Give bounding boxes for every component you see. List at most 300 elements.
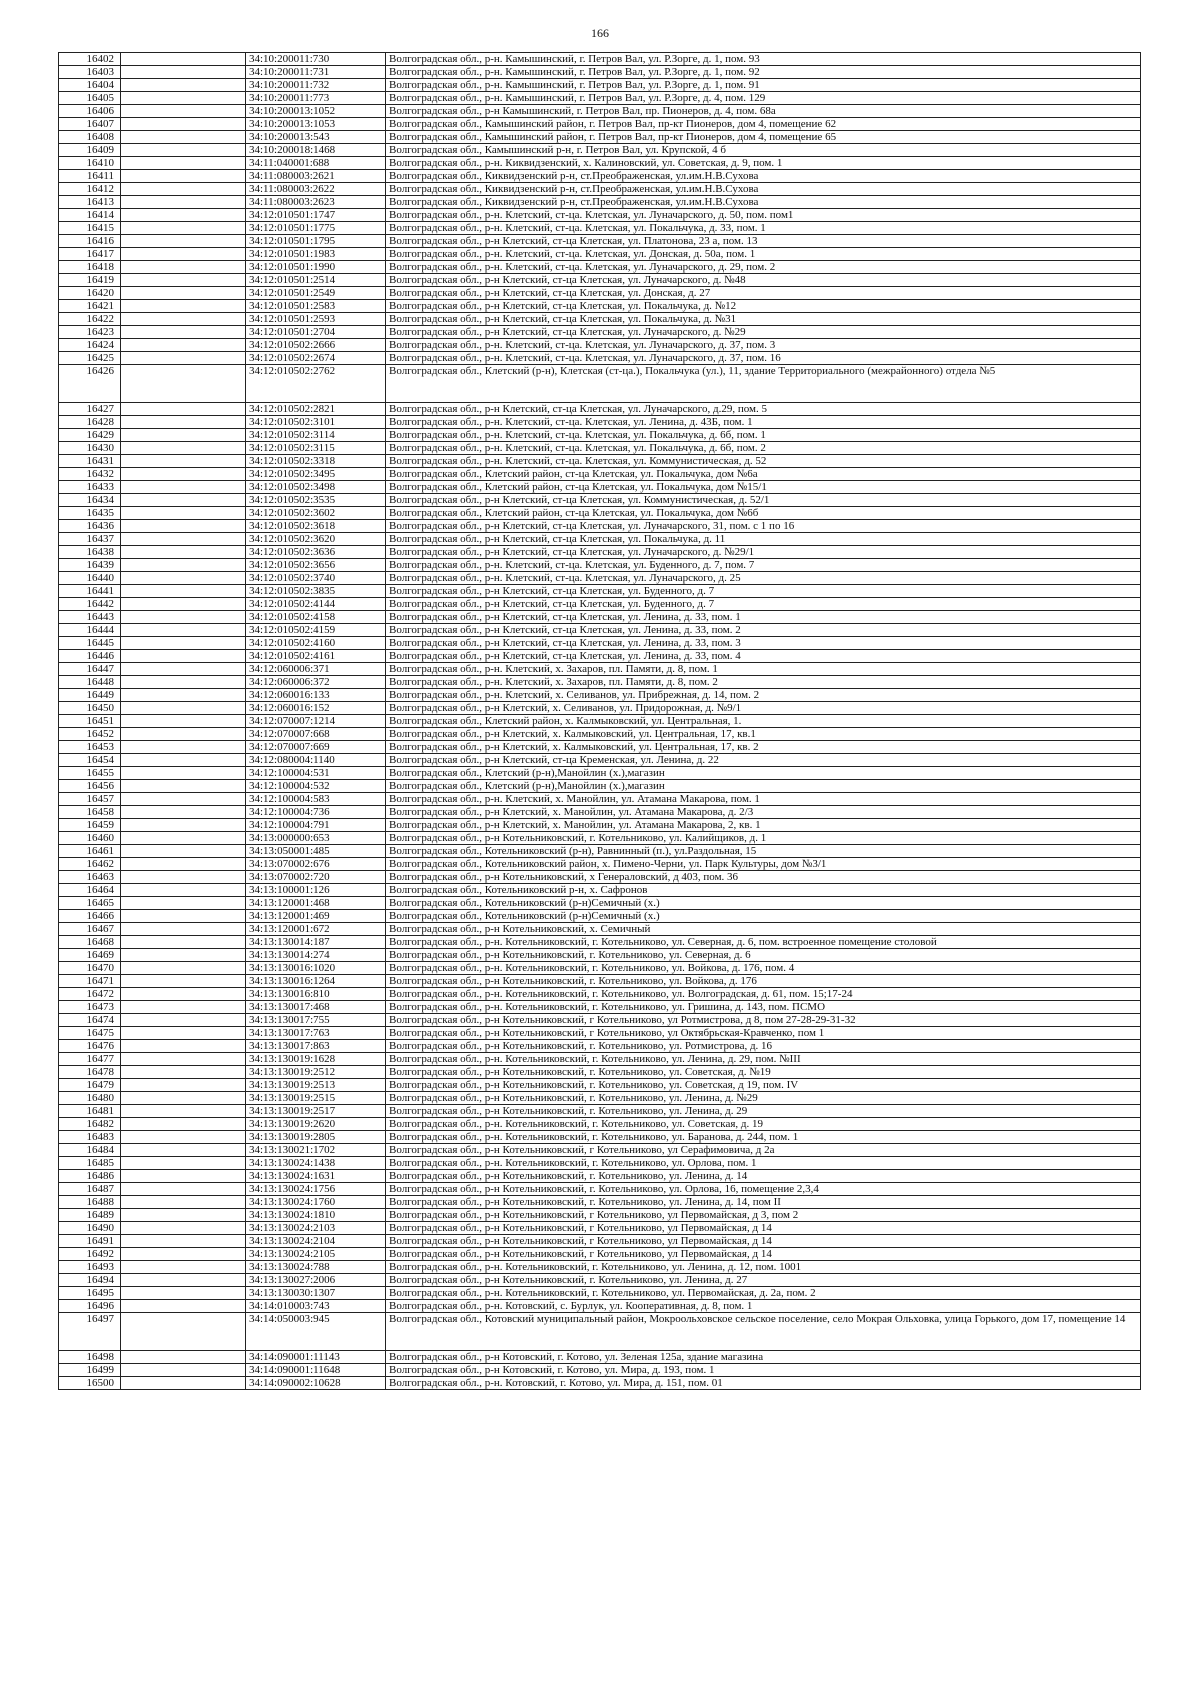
row-blank-cell xyxy=(121,66,246,79)
address: Волгоградская обл., р-н. Котельниковский, г. Котельниково, ул. Северная, д. 6, пом. встроенное помещение столовой xyxy=(386,936,1141,949)
address: Волгоградская обл., р-н Клетский, х. Манойлин, ул. Атамана Макарова, 2, кв. 1 xyxy=(386,819,1141,832)
address: Волгоградская обл., р-н Котельниковский, г Котельниково, ул Первомайская, д 14 xyxy=(386,1248,1141,1261)
cadastral-number: 34:12:060016:133 xyxy=(246,689,386,702)
address: Волгоградская обл., р-н. Клетский, ст-ца. Клетская, ул. Луначарского, д. 25 xyxy=(386,572,1141,585)
cadastral-number: 34:12:010501:1747 xyxy=(246,209,386,222)
address: Волгоградская обл., р-н. Камышинский, г. Петров Вал, ул. Р.Зорге, д. 1, пом. 93 xyxy=(386,53,1141,66)
table-row xyxy=(59,611,1141,624)
row-number: 16493 xyxy=(59,1261,121,1274)
row-blank-cell xyxy=(121,222,246,235)
row-number: 16489 xyxy=(59,1209,121,1222)
cadastral-number: 34:10:200013:1053 xyxy=(246,118,386,131)
row-blank-cell xyxy=(121,442,246,455)
table-row xyxy=(59,429,1141,442)
row-number: 16461 xyxy=(59,845,121,858)
address: Волгоградская обл., р-н. Клетский, ст-ца. Клетская, ул. Луначарского, д. 50, пом. пом1 xyxy=(386,209,1141,222)
address: Волгоградская обл., Киквидзенский р-н, ст.Преображенская, ул.им.Н.В.Сухова xyxy=(386,196,1141,209)
address: Волгоградская обл., р-н Клетский, ст-ца Клетская, ул. Буденного, д. 7 xyxy=(386,585,1141,598)
cadastral-number: 34:11:080003:2621 xyxy=(246,170,386,183)
table-row xyxy=(59,442,1141,455)
row-blank-cell xyxy=(121,923,246,936)
cadastral-number: 34:12:010502:3535 xyxy=(246,494,386,507)
address: Волгоградская обл., р-н. Камышинский, г. Петров Вал, ул. Р.Зорге, д. 4, пом. 129 xyxy=(386,92,1141,105)
row-number: 16451 xyxy=(59,715,121,728)
row-blank-cell xyxy=(121,105,246,118)
row-number: 16442 xyxy=(59,598,121,611)
row-number: 16436 xyxy=(59,520,121,533)
address: Волгоградская обл., р-н Котельниковский, г. Котельниково, ул. Советская, д 19, пом. IV xyxy=(386,1079,1141,1092)
row-number: 16484 xyxy=(59,1144,121,1157)
row-number: 16491 xyxy=(59,1235,121,1248)
row-number: 16470 xyxy=(59,962,121,975)
cadastral-number: 34:12:100004:583 xyxy=(246,793,386,806)
row-blank-cell xyxy=(121,131,246,144)
cadastral-number: 34:12:010501:2583 xyxy=(246,300,386,313)
address: Волгоградская обл., р-н Камышинский, г. Петров Вал, пр. Пионеров, д. 4, пом. 68а xyxy=(386,105,1141,118)
address: Волгоградская обл., р-н Клетский, ст-ца Клетская, ул. Буденного, д. 7 xyxy=(386,598,1141,611)
row-blank-cell xyxy=(121,1235,246,1248)
row-blank-cell xyxy=(121,819,246,832)
row-blank-cell xyxy=(121,949,246,962)
table-row xyxy=(59,650,1141,663)
row-blank-cell xyxy=(121,248,246,261)
address: Волгоградская обл., р-н Котельниковский, г Котельниково, ул Серафимовича, д 2а xyxy=(386,1144,1141,1157)
cadastral-number: 34:13:070002:676 xyxy=(246,858,386,871)
row-number: 16449 xyxy=(59,689,121,702)
row-blank-cell xyxy=(121,339,246,352)
address: Волгоградская обл., р-н Котельниковский, г Котельниково, ул Ротмистрова, д 8, пом 27-28-29-31-32 xyxy=(386,1014,1141,1027)
address: Волгоградская обл., р-н Котельниковский, г. Котельниково, ул. Советская, д. №19 xyxy=(386,1066,1141,1079)
address: Волгоградская обл., р-н. Клетский, ст-ца. Клетская, ул. Донская, д. 50а, пом. 1 xyxy=(386,248,1141,261)
row-number: 16465 xyxy=(59,897,121,910)
table-row xyxy=(59,637,1141,650)
table-row xyxy=(59,702,1141,715)
row-number: 16430 xyxy=(59,442,121,455)
row-blank-cell xyxy=(121,1196,246,1209)
cadastral-number: 34:13:130016:810 xyxy=(246,988,386,1001)
address: Волгоградская обл., Киквидзенский р-н, ст.Преображенская, ул.им.Н.В.Сухова xyxy=(386,183,1141,196)
cadastral-number: 34:12:100004:791 xyxy=(246,819,386,832)
address: Волгоградская обл., р-н. Клетский, ст-ца. Клетская, ул. Покальчука, д. 6б, пом. 1 xyxy=(386,429,1141,442)
table-row xyxy=(59,793,1141,806)
cadastral-number: 34:12:010502:3101 xyxy=(246,416,386,429)
address: Волгоградская обл., р-н Клетский, х. Калмыковский, ул. Центральная, 17, кв.1 xyxy=(386,728,1141,741)
row-number: 16411 xyxy=(59,170,121,183)
address: Волгоградская обл., р-н Клетский, ст-ца Клетская, ул. Луначарского, д. №29/1 xyxy=(386,546,1141,559)
table-row xyxy=(59,494,1141,507)
row-blank-cell xyxy=(121,520,246,533)
address: Волгоградская обл., Камышинский район, г. Петров Вал, пр-кт Пионеров, дом 4, помещение 62 xyxy=(386,118,1141,131)
address: Волгоградская обл., р-н. Клетский, х. Захаров, пл. Памяти, д. 8, пом. 1 xyxy=(386,663,1141,676)
address: Волгоградская обл., р-н Котельниковский, г. Котельниково, ул. Орлова, 16, помещение 2,3,4 xyxy=(386,1183,1141,1196)
row-number: 16469 xyxy=(59,949,121,962)
row-blank-cell xyxy=(121,468,246,481)
cadastral-number: 34:13:130017:755 xyxy=(246,1014,386,1027)
row-blank-cell xyxy=(121,235,246,248)
address: Волгоградская обл., р-н Котельниковский, г Котельниково, ул Октябрьская-Кравченко, пом 1 xyxy=(386,1027,1141,1040)
row-number: 16418 xyxy=(59,261,121,274)
registry-body xyxy=(59,53,1141,1390)
address: Волгоградская обл., Клетский район, ст-ца Клетская, ул. Покальчука, дом №6б xyxy=(386,507,1141,520)
address: Волгоградская обл., р-н. Котельниковский, г. Котельниково, ул. Волгоградская, д. 61, пом. 15;17-24 xyxy=(386,988,1141,1001)
table-row xyxy=(59,546,1141,559)
row-blank-cell xyxy=(121,1351,246,1364)
table-row xyxy=(59,520,1141,533)
cadastral-number: 34:12:080004:1140 xyxy=(246,754,386,767)
row-blank-cell xyxy=(121,209,246,222)
table-row xyxy=(59,1183,1141,1196)
row-number: 16467 xyxy=(59,923,121,936)
address: Волгоградская обл., р-н Клетский, ст-ца Клетская, ул. Луначарского, 31, пом. с 1 по 16 xyxy=(386,520,1141,533)
row-number: 16475 xyxy=(59,1027,121,1040)
cadastral-number: 34:10:200011:730 xyxy=(246,53,386,66)
address: Волгоградская обл., р-н. Котельниковский, г. Котельниково, ул. Ленина, д. 12, пом. 1001 xyxy=(386,1261,1141,1274)
address: Волгоградская обл., р-н. Камышинский, г. Петров Вал, ул. Р.Зорге, д. 1, пом. 92 xyxy=(386,66,1141,79)
table-row xyxy=(59,365,1141,403)
cadastral-number: 34:12:100004:532 xyxy=(246,780,386,793)
cadastral-number: 34:14:010003:743 xyxy=(246,1300,386,1313)
address: Волгоградская обл., Камышинский район, г. Петров Вал, пр-кт Пионеров, дом 4, помещение 65 xyxy=(386,131,1141,144)
cadastral-number: 34:13:130014:187 xyxy=(246,936,386,949)
cadastral-number: 34:12:010502:2666 xyxy=(246,339,386,352)
table-row xyxy=(59,871,1141,884)
row-blank-cell xyxy=(121,79,246,92)
cadastral-number: 34:11:040001:688 xyxy=(246,157,386,170)
row-blank-cell xyxy=(121,637,246,650)
cadastral-number: 34:12:010502:4144 xyxy=(246,598,386,611)
row-blank-cell xyxy=(121,780,246,793)
address: Волгоградская обл., р-н Котовский, г. Котово, ул. Зеленая 125а, здание магазина xyxy=(386,1351,1141,1364)
cadastral-number: 34:13:120001:469 xyxy=(246,910,386,923)
table-row xyxy=(59,261,1141,274)
cadastral-number: 34:12:010502:3114 xyxy=(246,429,386,442)
cadastral-number: 34:13:130019:2515 xyxy=(246,1092,386,1105)
cadastral-number: 34:13:130019:2517 xyxy=(246,1105,386,1118)
row-blank-cell xyxy=(121,326,246,339)
table-row xyxy=(59,1287,1141,1300)
cadastral-number: 34:12:070007:1214 xyxy=(246,715,386,728)
page-number: 166 xyxy=(591,26,609,40)
cadastral-number: 34:13:100001:126 xyxy=(246,884,386,897)
cadastral-number: 34:12:060006:372 xyxy=(246,676,386,689)
row-blank-cell xyxy=(121,261,246,274)
row-blank-cell xyxy=(121,1170,246,1183)
table-row xyxy=(59,196,1141,209)
row-number: 16499 xyxy=(59,1364,121,1377)
row-blank-cell xyxy=(121,728,246,741)
cadastral-number: 34:12:010501:2704 xyxy=(246,326,386,339)
cadastral-number: 34:13:050001:485 xyxy=(246,845,386,858)
row-blank-cell xyxy=(121,650,246,663)
row-number: 16403 xyxy=(59,66,121,79)
table-row xyxy=(59,1105,1141,1118)
table-row xyxy=(59,209,1141,222)
row-number: 16447 xyxy=(59,663,121,676)
table-row xyxy=(59,1001,1141,1014)
table-row xyxy=(59,1066,1141,1079)
table-row xyxy=(59,585,1141,598)
table-row xyxy=(59,676,1141,689)
address: Волгоградская обл., р-н Клетский, ст-ца Клетская, ул. Луначарского, д. №48 xyxy=(386,274,1141,287)
table-row xyxy=(59,1040,1141,1053)
row-number: 16422 xyxy=(59,313,121,326)
table-row xyxy=(59,468,1141,481)
address: Волгоградская обл., р-н. Котельниковский, г. Котельниково, ул. Ленина, д. 29, пом. №III xyxy=(386,1053,1141,1066)
row-number: 16402 xyxy=(59,53,121,66)
row-number: 16490 xyxy=(59,1222,121,1235)
cadastral-number: 34:12:010502:3498 xyxy=(246,481,386,494)
cadastral-number: 34:13:130017:863 xyxy=(246,1040,386,1053)
row-blank-cell xyxy=(121,546,246,559)
table-row xyxy=(59,1170,1141,1183)
row-blank-cell xyxy=(121,1300,246,1313)
table-row xyxy=(59,819,1141,832)
table-row xyxy=(59,975,1141,988)
row-blank-cell xyxy=(121,1377,246,1390)
row-number: 16435 xyxy=(59,507,121,520)
address: Волгоградская обл., Клетский район, ст-ца Клетская, ул. Покальчука, дом №15/1 xyxy=(386,481,1141,494)
cadastral-number: 34:12:010502:4160 xyxy=(246,637,386,650)
row-blank-cell xyxy=(121,183,246,196)
row-blank-cell xyxy=(121,598,246,611)
row-number: 16440 xyxy=(59,572,121,585)
row-blank-cell xyxy=(121,1261,246,1274)
row-blank-cell xyxy=(121,1274,246,1287)
address: Волгоградская обл., Котельниковский р-н, х. Сафронов xyxy=(386,884,1141,897)
table-row xyxy=(59,1209,1141,1222)
row-blank-cell xyxy=(121,988,246,1001)
row-number: 16455 xyxy=(59,767,121,780)
row-number: 16474 xyxy=(59,1014,121,1027)
row-number: 16443 xyxy=(59,611,121,624)
cadastral-number: 34:13:130014:274 xyxy=(246,949,386,962)
row-number: 16500 xyxy=(59,1377,121,1390)
row-number: 16496 xyxy=(59,1300,121,1313)
row-number: 16458 xyxy=(59,806,121,819)
cadastral-number: 34:12:010501:1990 xyxy=(246,261,386,274)
row-number: 16420 xyxy=(59,287,121,300)
row-number: 16419 xyxy=(59,274,121,287)
cadastral-number: 34:12:010502:3636 xyxy=(246,546,386,559)
address: Волгоградская обл., р-н Котельниковский, г. Котельниково, ул. Ленина, д. №29 xyxy=(386,1092,1141,1105)
row-blank-cell xyxy=(121,1053,246,1066)
row-blank-cell xyxy=(121,897,246,910)
cadastral-number: 34:13:130019:2513 xyxy=(246,1079,386,1092)
cadastral-number: 34:12:010501:1795 xyxy=(246,235,386,248)
row-blank-cell xyxy=(121,1014,246,1027)
row-number: 16441 xyxy=(59,585,121,598)
row-number: 16448 xyxy=(59,676,121,689)
table-row xyxy=(59,936,1141,949)
row-blank-cell xyxy=(121,1222,246,1235)
row-blank-cell xyxy=(121,1001,246,1014)
row-blank-cell xyxy=(121,53,246,66)
cadastral-number: 34:12:060006:371 xyxy=(246,663,386,676)
row-blank-cell xyxy=(121,1131,246,1144)
row-number: 16471 xyxy=(59,975,121,988)
row-blank-cell xyxy=(121,1313,246,1351)
row-number: 16456 xyxy=(59,780,121,793)
row-blank-cell xyxy=(121,702,246,715)
address: Волгоградская обл., р-н. Клетский, ст-ца. Клетская, ул. Луначарского, д. 37, пом. 3 xyxy=(386,339,1141,352)
row-blank-cell xyxy=(121,274,246,287)
row-blank-cell xyxy=(121,92,246,105)
table-row xyxy=(59,1222,1141,1235)
row-number: 16468 xyxy=(59,936,121,949)
row-blank-cell xyxy=(121,1183,246,1196)
row-number: 16463 xyxy=(59,871,121,884)
cadastral-number: 34:13:130024:788 xyxy=(246,1261,386,1274)
row-number: 16457 xyxy=(59,793,121,806)
address: Волгоградская обл., р-н. Клетский, ст-ца. Клетская, ул. Луначарского, д. 29, пом. 2 xyxy=(386,261,1141,274)
address: Волгоградская обл., Котельниковский район, х. Пимено-Черни, ул. Парк Культуры, дом №3/1 xyxy=(386,858,1141,871)
table-row xyxy=(59,962,1141,975)
row-number: 16453 xyxy=(59,741,121,754)
cadastral-number: 34:13:130024:2105 xyxy=(246,1248,386,1261)
row-blank-cell xyxy=(121,313,246,326)
address: Волгоградская обл., р-н. Клетский, ст-ца. Клетская, ул. Ленина, д. 43Б, пом. 1 xyxy=(386,416,1141,429)
cadastral-number: 34:10:200011:732 xyxy=(246,79,386,92)
row-blank-cell xyxy=(121,936,246,949)
address: Волгоградская обл., р-н. Котельниковский, г. Котельниково, ул. Гришина, д. 143, пом. ПСМО xyxy=(386,1001,1141,1014)
row-blank-cell xyxy=(121,1118,246,1131)
row-blank-cell xyxy=(121,352,246,365)
row-number: 16425 xyxy=(59,352,121,365)
cadastral-number: 34:10:200011:773 xyxy=(246,92,386,105)
cadastral-number: 34:12:010502:3115 xyxy=(246,442,386,455)
row-number: 16410 xyxy=(59,157,121,170)
address: Волгоградская обл., р-н. Клетский, ст-ца. Клетская, ул. Буденного, д. 7, пом. 7 xyxy=(386,559,1141,572)
row-number: 16464 xyxy=(59,884,121,897)
row-blank-cell xyxy=(121,871,246,884)
cadastral-number: 34:14:090001:11648 xyxy=(246,1364,386,1377)
cadastral-number: 34:10:200018:1468 xyxy=(246,144,386,157)
cadastral-number: 34:12:010502:3318 xyxy=(246,455,386,468)
row-number: 16498 xyxy=(59,1351,121,1364)
table-row xyxy=(59,1014,1141,1027)
table-row xyxy=(59,689,1141,702)
table-row xyxy=(59,624,1141,637)
cadastral-number: 34:12:010502:3835 xyxy=(246,585,386,598)
row-blank-cell xyxy=(121,1079,246,1092)
row-number: 16452 xyxy=(59,728,121,741)
table-row xyxy=(59,326,1141,339)
cadastral-number: 34:13:130024:2104 xyxy=(246,1235,386,1248)
address: Волгоградская обл., р-н. Котельниковский, г. Котельниково, ул. Войкова, д. 176, пом. 4 xyxy=(386,962,1141,975)
cadastral-number: 34:12:010502:2762 xyxy=(246,365,386,403)
table-row xyxy=(59,118,1141,131)
address: Волгоградская обл., р-н Клетский, ст-ца Клетская, ул. Покальчука, д. №12 xyxy=(386,300,1141,313)
address: Волгоградская обл., р-н Клетский, ст-ца Клетская, ул. Ленина, д. 33, пом. 2 xyxy=(386,624,1141,637)
cadastral-number: 34:12:060016:152 xyxy=(246,702,386,715)
table-row xyxy=(59,1377,1141,1390)
row-number: 16421 xyxy=(59,300,121,313)
row-number: 16412 xyxy=(59,183,121,196)
address: Волгоградская обл., р-н Клетский, ст-ца Клетская, ул. Покальчука, д. №31 xyxy=(386,313,1141,326)
cadastral-number: 34:14:090002:10628 xyxy=(246,1377,386,1390)
table-row xyxy=(59,1092,1141,1105)
row-number: 16432 xyxy=(59,468,121,481)
address: Волгоградская обл., р-н. Котельниковский, г. Котельниково, ул. Советская, д. 19 xyxy=(386,1118,1141,1131)
row-blank-cell xyxy=(121,287,246,300)
cadastral-number: 34:13:130024:1810 xyxy=(246,1209,386,1222)
address: Волгоградская обл., р-н Клетский, х. Калмыковский, ул. Центральная, 17, кв. 2 xyxy=(386,741,1141,754)
row-blank-cell xyxy=(121,1248,246,1261)
cadastral-number: 34:12:010502:4159 xyxy=(246,624,386,637)
row-number: 16497 xyxy=(59,1313,121,1351)
address: Волгоградская обл., р-н. Клетский, ст-ца. Клетская, ул. Покальчука, д. 6б, пом. 2 xyxy=(386,442,1141,455)
row-number: 16477 xyxy=(59,1053,121,1066)
table-row xyxy=(59,222,1141,235)
address: Волгоградская обл., р-н Котельниковский, х. Семичный xyxy=(386,923,1141,936)
row-blank-cell xyxy=(121,572,246,585)
row-blank-cell xyxy=(121,793,246,806)
table-row xyxy=(59,949,1141,962)
table-row xyxy=(59,105,1141,118)
row-number: 16473 xyxy=(59,1001,121,1014)
table-row xyxy=(59,728,1141,741)
cadastral-number: 34:13:070002:720 xyxy=(246,871,386,884)
row-blank-cell xyxy=(121,300,246,313)
row-blank-cell xyxy=(121,676,246,689)
address: Волгоградская обл., р-н. Котовский, г. Котово, ул. Мира, д. 151, пом. 01 xyxy=(386,1377,1141,1390)
table-row xyxy=(59,481,1141,494)
address: Волгоградская обл., Клетский (р-н), Клетская (ст-ца.), Покальчука (ул.), 11, здание Территориального (межрайонного) отдела №5 xyxy=(386,365,1141,403)
row-number: 16433 xyxy=(59,481,121,494)
row-number: 16413 xyxy=(59,196,121,209)
table-row xyxy=(59,988,1141,1001)
row-number: 16417 xyxy=(59,248,121,261)
row-number: 16409 xyxy=(59,144,121,157)
address: Волгоградская обл., р-н Клетский, х. Селиванов, ул. Придорожная, д. №9/1 xyxy=(386,702,1141,715)
address: Волгоградская обл., Клетский район, х. Калмыковский, ул. Центральная, 1. xyxy=(386,715,1141,728)
cadastral-number: 34:13:000000:653 xyxy=(246,832,386,845)
row-blank-cell xyxy=(121,1092,246,1105)
cadastral-number: 34:13:130021:1702 xyxy=(246,1144,386,1157)
row-number: 16423 xyxy=(59,326,121,339)
row-number: 16481 xyxy=(59,1105,121,1118)
row-blank-cell xyxy=(121,157,246,170)
table-row xyxy=(59,1157,1141,1170)
cadastral-number: 34:12:010502:3602 xyxy=(246,507,386,520)
row-blank-cell xyxy=(121,481,246,494)
address: Волгоградская обл., р-н. Камышинский, г. Петров Вал, ул. Р.Зорге, д. 1, пом. 91 xyxy=(386,79,1141,92)
row-blank-cell xyxy=(121,754,246,767)
row-blank-cell xyxy=(121,429,246,442)
cadastral-number: 34:13:130017:468 xyxy=(246,1001,386,1014)
address: Волгоградская обл., р-н Клетский, ст-ца Кременская, ул. Ленина, д. 22 xyxy=(386,754,1141,767)
cadastral-number: 34:12:010502:3620 xyxy=(246,533,386,546)
row-blank-cell xyxy=(121,741,246,754)
row-blank-cell xyxy=(121,196,246,209)
row-blank-cell xyxy=(121,832,246,845)
address: Волгоградская обл., р-н Клетский, ст-ца Клетская, ул. Луначарского, д.29, пом. 5 xyxy=(386,403,1141,416)
address: Волгоградская обл., Котовский муниципальный район, Мокроольховское сельское поселение, село Мокрая Ольховка, улица Горького, дом 17, помещение 14 xyxy=(386,1313,1141,1351)
table-row xyxy=(59,1235,1141,1248)
row-number: 16426 xyxy=(59,365,121,403)
row-number: 16488 xyxy=(59,1196,121,1209)
row-number: 16462 xyxy=(59,858,121,871)
address: Волгоградская обл., р-н. Клетский, ст-ца. Клетская, ул. Коммунистическая, д. 52 xyxy=(386,455,1141,468)
row-number: 16415 xyxy=(59,222,121,235)
address: Волгоградская обл., р-н Котельниковский, г. Котельниково, ул. Ленина, д. 27 xyxy=(386,1274,1141,1287)
table-row xyxy=(59,754,1141,767)
address: Волгоградская обл., р-н. Клетский, ст-ца. Клетская, ул. Луначарского, д. 37, пом. 16 xyxy=(386,352,1141,365)
table-row xyxy=(59,66,1141,79)
cadastral-number: 34:12:010502:2674 xyxy=(246,352,386,365)
row-blank-cell xyxy=(121,403,246,416)
cadastral-number: 34:12:010502:3495 xyxy=(246,468,386,481)
